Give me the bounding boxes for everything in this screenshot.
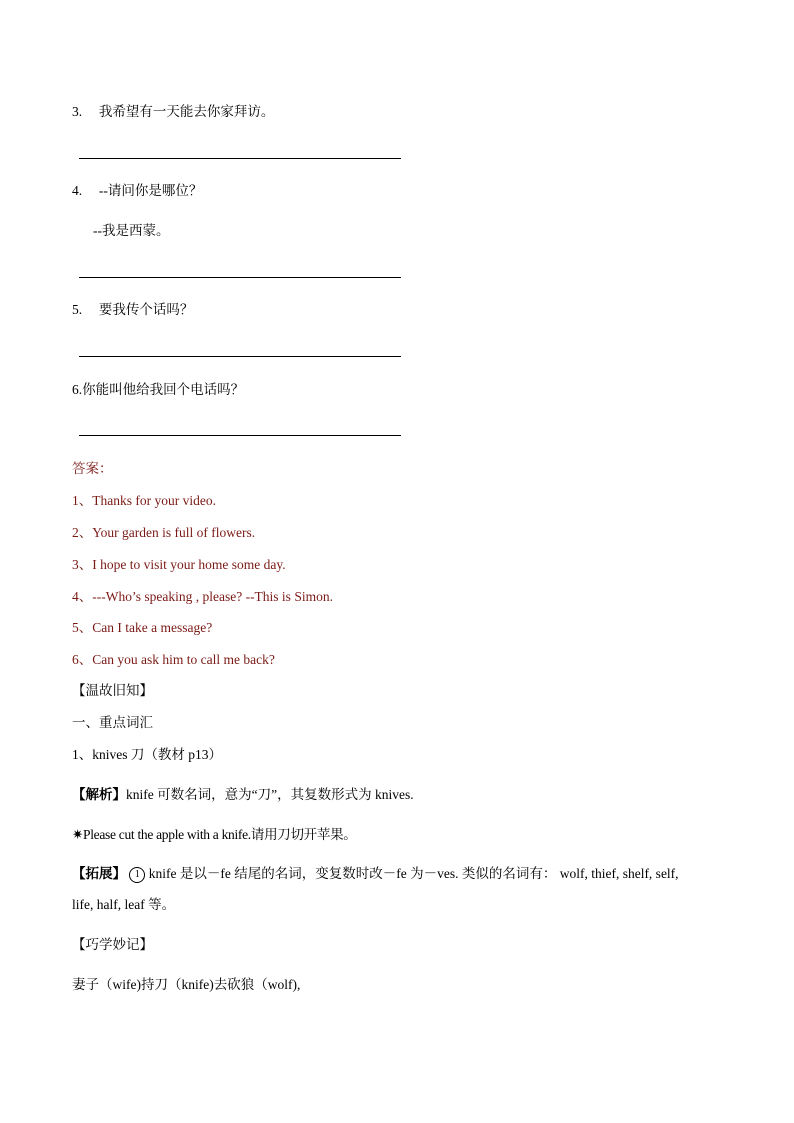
- exercise-4-second-line: --我是西蒙。: [93, 223, 170, 238]
- answer-item: 3、I hope to visit your home some day.: [72, 557, 286, 572]
- answers-title: 答案：: [72, 461, 113, 476]
- exercise-number: 3.: [72, 104, 83, 119]
- answer-blank-line: [79, 277, 401, 278]
- section-title: 一、重点词汇: [72, 715, 153, 730]
- exercise-number: 5.: [72, 302, 83, 317]
- answer-blank-line: [79, 158, 401, 159]
- answer-item: 4、---Who’s speaking , please? --This is Simon.: [72, 589, 333, 604]
- exercise-prompt: 要我传个话吗？: [98, 302, 194, 317]
- exercise-5: [72, 301, 193, 319]
- star-icon: ✷: [72, 827, 84, 842]
- answer-item: 6、Can you ask him to call me back?: [72, 652, 275, 667]
- example-sentence: Please cut the apple with a knife.请用刀切开苹果。: [83, 827, 357, 842]
- extend-text: knife 是以－fe 结尾的名词，变复数时改－fe 为－ves. 类似的名词有： wolf, thief, shelf, self,: [148, 866, 679, 881]
- exercise-3: [72, 103, 274, 121]
- answer-item: 1、Thanks for your video.: [72, 493, 216, 508]
- answer-item: 5、Can I take a message?: [72, 620, 213, 635]
- exercise-4: [72, 182, 202, 200]
- review-heading: 【温故旧知】: [72, 683, 153, 698]
- answer-blank-line: [79, 435, 401, 436]
- exercise-6: 6.你能叫他给我回个电话吗？: [72, 382, 245, 397]
- analysis-text: knife 可数名词，意为“刀”，其复数形式为 knives.: [126, 787, 414, 802]
- analysis-paragraph: [72, 786, 414, 804]
- vocab-item: 1、knives 刀（教材 p13）: [72, 747, 222, 762]
- exercise-number: 4.: [72, 183, 83, 198]
- extend-paragraph: [72, 865, 679, 883]
- memo-label: 【巧学妙记】: [72, 937, 153, 952]
- exercise-prompt: --请问你是哪位？: [98, 183, 203, 198]
- memo-text: 妻子（wife)持刀（knife)去砍狼（wolf),: [72, 977, 301, 992]
- analysis-label: 【解析】: [72, 787, 126, 802]
- extend-label: 【拓展】: [72, 866, 126, 881]
- exercise-prompt: 我希望有一天能去你家拜访。: [98, 104, 275, 119]
- extend-text-continued: life, half, leaf 等。: [72, 897, 176, 912]
- answer-blank-line: [79, 356, 401, 357]
- example-sentence-row: [72, 826, 356, 844]
- answer-item: 2、Your garden is full of flowers.: [72, 525, 256, 540]
- circled-number-icon: 1: [129, 867, 145, 883]
